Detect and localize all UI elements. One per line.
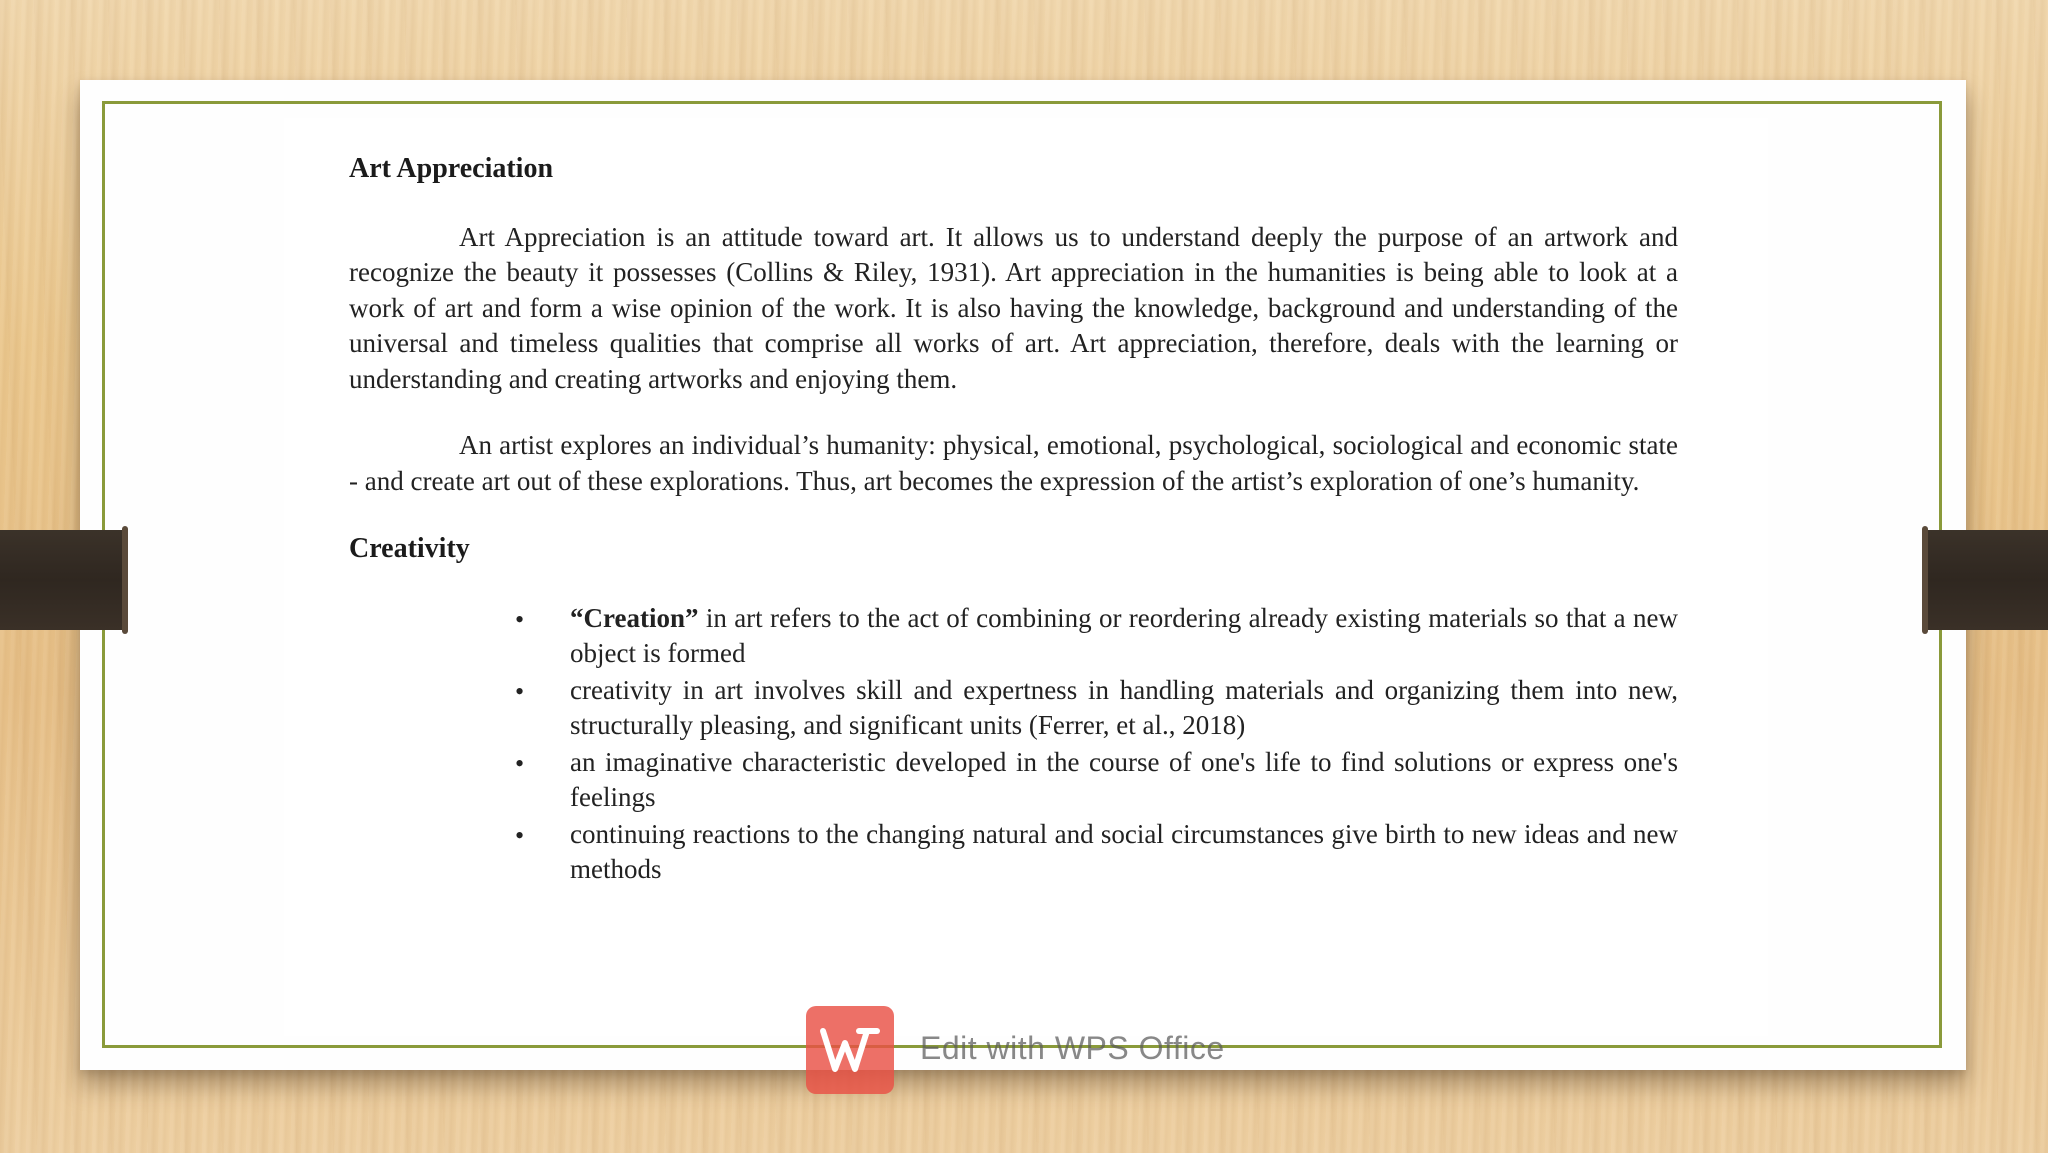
list-item [515, 601, 1678, 671]
heading-creativity: Creativity [349, 533, 470, 565]
bullet-strong-text: “Creation” [570, 602, 699, 633]
bullet-icon: • [515, 676, 525, 706]
document-page [284, 118, 1768, 1036]
paragraph-artist-humanity: An artist explores an individual’s humanity: physical, emotional, psychological, sociological and economic state - and create art out of these explorations. Thus, art becomes the expression of the artist’s exploration of one’s humanity. [349, 430, 1678, 496]
wps-edit-label[interactable]: Edit with WPS Office [920, 1030, 1225, 1066]
bullet-text: an imaginative characteristic developed in the course of one's life to find solutions or express one's feelings [570, 746, 1678, 812]
list-item [515, 817, 1678, 887]
list-item [515, 745, 1678, 815]
bullet-icon: • [515, 820, 525, 850]
list-item [515, 673, 1678, 743]
left-binder-clip [0, 530, 128, 630]
bullet-icon: • [515, 604, 525, 634]
right-binder-clip [1922, 530, 2048, 630]
bullet-text: in art refers to the act of combining or reordering already existing materials so that a new object is formed [570, 602, 1678, 668]
wps-w-glyph-icon [819, 1025, 881, 1075]
wps-logo-icon[interactable] [806, 1006, 894, 1094]
bullet-text: creativity in art involves skill and expertness in handling materials and organizing them into new, structurally pleasing, and significant units (Ferrer, et al., 2018) [570, 674, 1678, 740]
heading-art-appreciation: Art Appreciation [349, 153, 554, 184]
bullet-icon: • [515, 748, 525, 778]
creativity-bullet-list [349, 601, 1678, 887]
bullet-text: continuing reactions to the changing natural and social circumstances give birth to new ideas and new methods [570, 818, 1678, 884]
paragraph-art-appreciation: Art Appreciation is an attitude toward art. It allows us to understand deeply the purpose of an artwork and recognize the beauty it possesses (Collins & Riley, 1931). Art appreciation in the humanities is being able to look at a work of art and form a wise opinion of the work. It is also having the knowledge, background and understanding of the universal and timeless qualities that comprise all works of art. Art appreciation, therefore, deals with the learning or understanding and creating artworks and enjoying them. [349, 221, 1678, 394]
